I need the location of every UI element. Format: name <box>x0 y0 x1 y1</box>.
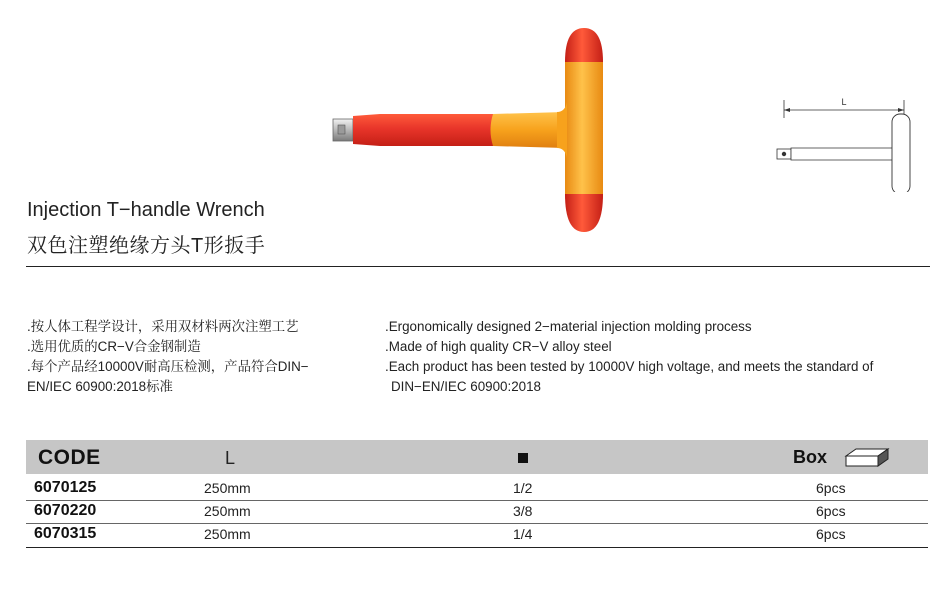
spec-table-header <box>26 440 928 474</box>
wrench-product-image <box>325 22 615 242</box>
table-bottom-rule <box>26 547 928 548</box>
row-box: 6pcs <box>816 503 846 519</box>
row-length: 250mm <box>204 503 251 519</box>
feature-en-1: .Ergonomically designed 2−material injection molding process <box>385 319 752 334</box>
row-code: 6070315 <box>34 525 97 542</box>
table-row <box>26 501 928 523</box>
row-box: 6pcs <box>816 526 846 542</box>
title-divider <box>26 266 930 267</box>
row-code: 6070220 <box>34 502 97 519</box>
feature-en-2: .Made of high quality CR−V alloy steel <box>385 339 612 354</box>
header-box: Box <box>793 447 828 467</box>
row-size: 1/4 <box>513 526 533 542</box>
dimension-label: L <box>841 97 847 107</box>
feature-en-4: DIN−EN/IEC 60900:2018 <box>391 379 541 394</box>
table-row <box>26 478 928 500</box>
feature-cn-4: EN/IEC 60900:2018标准 <box>27 379 173 394</box>
row-box: 6pcs <box>816 480 846 496</box>
header-code: CODE <box>38 446 101 469</box>
feature-cn-2: .选用优质的CR−V合金钢制造 <box>27 339 201 354</box>
table-row <box>26 524 928 546</box>
box-icon <box>844 446 890 468</box>
title-chinese: 双色注塑绝缘方头T形扳手 <box>27 235 266 257</box>
row-length: 250mm <box>204 526 251 542</box>
square-drive-icon <box>518 453 528 463</box>
row-size: 1/2 <box>513 480 533 496</box>
features-english <box>385 317 950 397</box>
features-chinese <box>27 317 367 397</box>
dimension-drawing <box>772 92 922 192</box>
feature-cn-3: .每个产品经10000V耐高压检测，产品符合DIN− <box>27 359 309 374</box>
feature-en-3: .Each product has been tested by 10000V high voltage, and meets the standard of <box>385 359 874 374</box>
row-code: 6070125 <box>34 479 97 496</box>
title-english: Injection T−handle Wrench <box>27 199 265 221</box>
row-size: 3/8 <box>513 503 533 519</box>
header-length: L <box>225 448 236 468</box>
row-length: 250mm <box>204 480 251 496</box>
feature-cn-1: .按人体工程学设计，采用双材料两次注塑工艺 <box>27 319 299 334</box>
